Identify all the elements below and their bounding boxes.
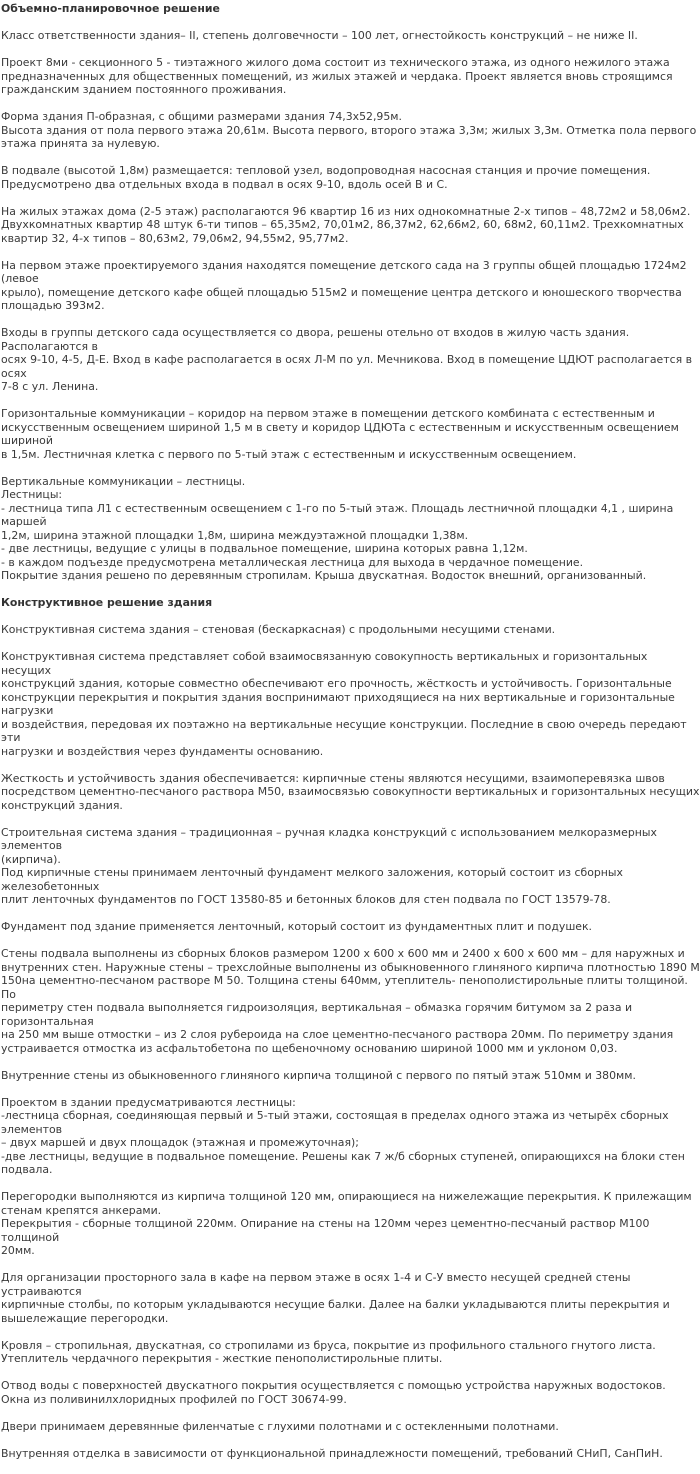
paragraph: Для организации просторного зала в кафе на первом этаже в осях 1-4 и С-У вместо несущей средней стены устраиваются кирпичные столбы, по которым укладываются несущие балки. Далее на балки укладываются плиты перекрытия и вышележащие перегородки.: [1, 1271, 670, 1325]
paragraph: Внутренняя отделка в зависимости от функциональной принадлежности помещений, требований СНиП, СанПиН.: [1, 1446, 663, 1460]
paragraph: Жесткость и устойчивость здания обеспечивается: кирпичные стены являются несущими, взаимоперевязка швов посредством цементно-песчаного раствора М50, взаимосвязью совокупности вертикальных и горизонтальных несущих конструкций здания.: [1, 771, 700, 812]
paragraph: Перегородки выполняются из кирпича толщиной 120 мм, опирающиеся на нижележащие перекрытия. К прилежащим стенам крепятся анкерами. Перекрытия - сборные толщиной 220мм. Опирание на стены на 120мм через цементно-песчаный раствор М100 толщиной 20мм.: [1, 1190, 692, 1257]
paragraph: Конструктивная система представляет собой взаимосвязанную совокупность вертикальных и горизонтальных несущих конструкций здания, которые совместно обеспечивают его прочность, жёсткость и устойчивость. Горизонтальные конструкции перекрытия и покрытия здания воспринимают приходящиеся на них вертикальные и горизонтальные нагрузки и воздействия, передовая их поэтажно на вертикальные несущие конструкции. Последние в свою очередь передают эти нагрузки и воздействия через фундаменты основанию.: [1, 650, 687, 758]
paragraph: На жилых этажах дома (2-5 этаж) располагаются 96 квартир 16 из них однокомнатные 2-х типов – 48,72м2 и 58,06м2. Двухкомнатных квартир 48 штук 6-ти типов – 65,35м2, 70,01м2, 86,37м2, 62,66м2, 60, 68м2, 60,11м2. Трехкомнатных квартир 32, 4-х типов – 80,63м2, 79,06м2, 94,55м2, 95,77м2.: [1, 204, 691, 245]
paragraph: Фундамент под здание применяется ленточный, который состоит из фундаментных плит и подушек.: [1, 920, 593, 933]
paragraph: Проект 8ми - секционного 5 - тиэтажного жилого дома состоит из технического этажа, из одного нежилого этажа предназначенных для общественных помещений, из жилых этажей и чердака. Проект является вновь строящимся гражданским зданием постоянного проживания.: [1, 56, 673, 96]
paragraph: Строительная система здания – традиционная – ручная кладка конструкций с использованием мелкоразмерных элементов (кирпича). Под кирпичные стены принимаем ленточный фундамент мелкого заложения, который состоит из сборных железобетонных плит ленточных фундаментов по ГОСТ 13580-85 и бетонных блоков для стен подвала по ГОСТ 13579-78.: [1, 825, 657, 906]
paragraph: Двери принимаем деревянные филенчатые с глухими полотнами и с остекленными полотнами.: [1, 1419, 559, 1433]
paragraph: Внутренние стены из обыкновенного глиняного кирпича толщиной с первого по пятый этаж 510мм и 380мм.: [1, 1068, 636, 1082]
section-title-planning: Объемно-планировочное решение: [1, 2, 220, 15]
paragraph: На первом этаже проектируемого здания находятся помещение детского сада на 3 группы общей площадью 1724м2 (левое крыло), помещение детского кафе общей площадью 515м2 и помещение центра детского и юношеского творчества площадью 393м2.: [1, 258, 687, 312]
paragraph: Входы в группы детского сада осуществляется со двора, решены отельно от входов в жилую часть здания. Располагаются в осях 9-10, 4-5, Д-Е. Вход в кафе располагается в осях Л-М по ул. Мечникова. Вход в помещение ЦДЮТ располагается в осях 7-8 с ул. Ленина.: [1, 326, 692, 393]
paragraph: Форма здания П-образная, с общими размерами здания 74,3х52,95м. Высота здания от пола первого этажа 20,61м. Высота первого, второго этажа 3,3м; жилых 3,3м. Отметка пола первого этажа принята за нулевую.: [1, 110, 697, 150]
paragraph: В подвале (высотой 1,8м) размещается: тепловой узел, водопроводная насосная станция и прочие помещения. Предусмотрено два отдельных входа в подвал в осях 9-10, вдоль осей В и С.: [1, 164, 651, 191]
paragraph: Отвод воды с поверхностей двускатного покрытия осуществляется с помощью устройства наружных водостоков. Окна из поливинилхлоридных профилей по ГОСТ 30674-99.: [1, 1379, 666, 1406]
paragraph: Кровля – стропильная, двускатная, со стропилами из бруса, покрытие из профильного стального гнутого листа. Утеплитель чердачного перекрытия - жесткие пенополистирольные плиты.: [1, 1338, 656, 1365]
paragraph: Проектом в здании предусматриваются лестницы: -лестница сборная, соединяющая первый и 5-тый этажи, состоящая в пределах одного этажа из четырёх сборных элементов – двух маршей и двух площадок (этажная и промежуточная); -две лестницы, ведущие в подвальное помещение. Решены как 7 ж/б сборных ступеней, опирающихся на блоки стен подвала.: [1, 1095, 685, 1176]
paragraph: Класс ответственности здания– II, степень долговечности – 100 лет, огнестойкость конструкций – не ниже II.: [1, 29, 638, 42]
paragraph: Стены подвала выполнены из сборных блоков размером 1200 х 600 х 600 мм и 2400 х 600 х 600 мм – для наружных и внутренних стен. Наружные стены – трехслойные выполнены из обыкновенного глиняного кирпича плотностью 1890 М 150на цементно-песчаном растворе М 50. Толщина стены 640мм, утеплитель- пенополистирольные плиты толщиной. По периметру стен подвала выполняется гидроизоляция, вертикальная – обмазка горячим битумом за 2 раза и горизонтальная на 250 мм выше отмостки – из 2 слоя рубероида на слое цементно-песчаного раствора 20мм. По периметру здания устраивается отмостка из асфальтобетона по щебеночному основанию шириной 1000 мм и уклоном 0,03.: [1, 947, 700, 1055]
paragraph-stairs-list: Вертикальные коммуникации – лестницы. Лестницы: - лестница типа Л1 с естественным освещением с 1-го по 5-тый этаж. Площадь лестничной площадки 4,1 , ширина маршей 1,2м, ширина этажной площадки 1,8м, ширина междуэтажной площадки 1,38м. - две лестницы, ведущие с улицы в подвальное помещение, ширина которых равна 1,12м. - в каждом подъезде предусмотрена металлическая лестница для выхода в чердачное помещение. Покрытие здания решено по деревянным стропилам. Крыша двускатная. Водосток внешний, организованный.: [1, 474, 674, 582]
section-title-structural: Конструктивное решение здания: [1, 596, 213, 609]
paragraph: Горизонтальные коммуникации – коридор на первом этаже в помещении детского комбината с естественным и искусственным освещением шириной 1,5 м в свету и коридор ЦДЮТа с естественным и искусственным освещением шириной в 1,5м. Лестничная клетка с первого по 5-тый этаж с естественным и искусственным освещением.: [1, 407, 679, 461]
paragraph: Конструктивная система здания – стеновая (бескаркасная) с продольными несущими стенами.: [1, 623, 556, 636]
